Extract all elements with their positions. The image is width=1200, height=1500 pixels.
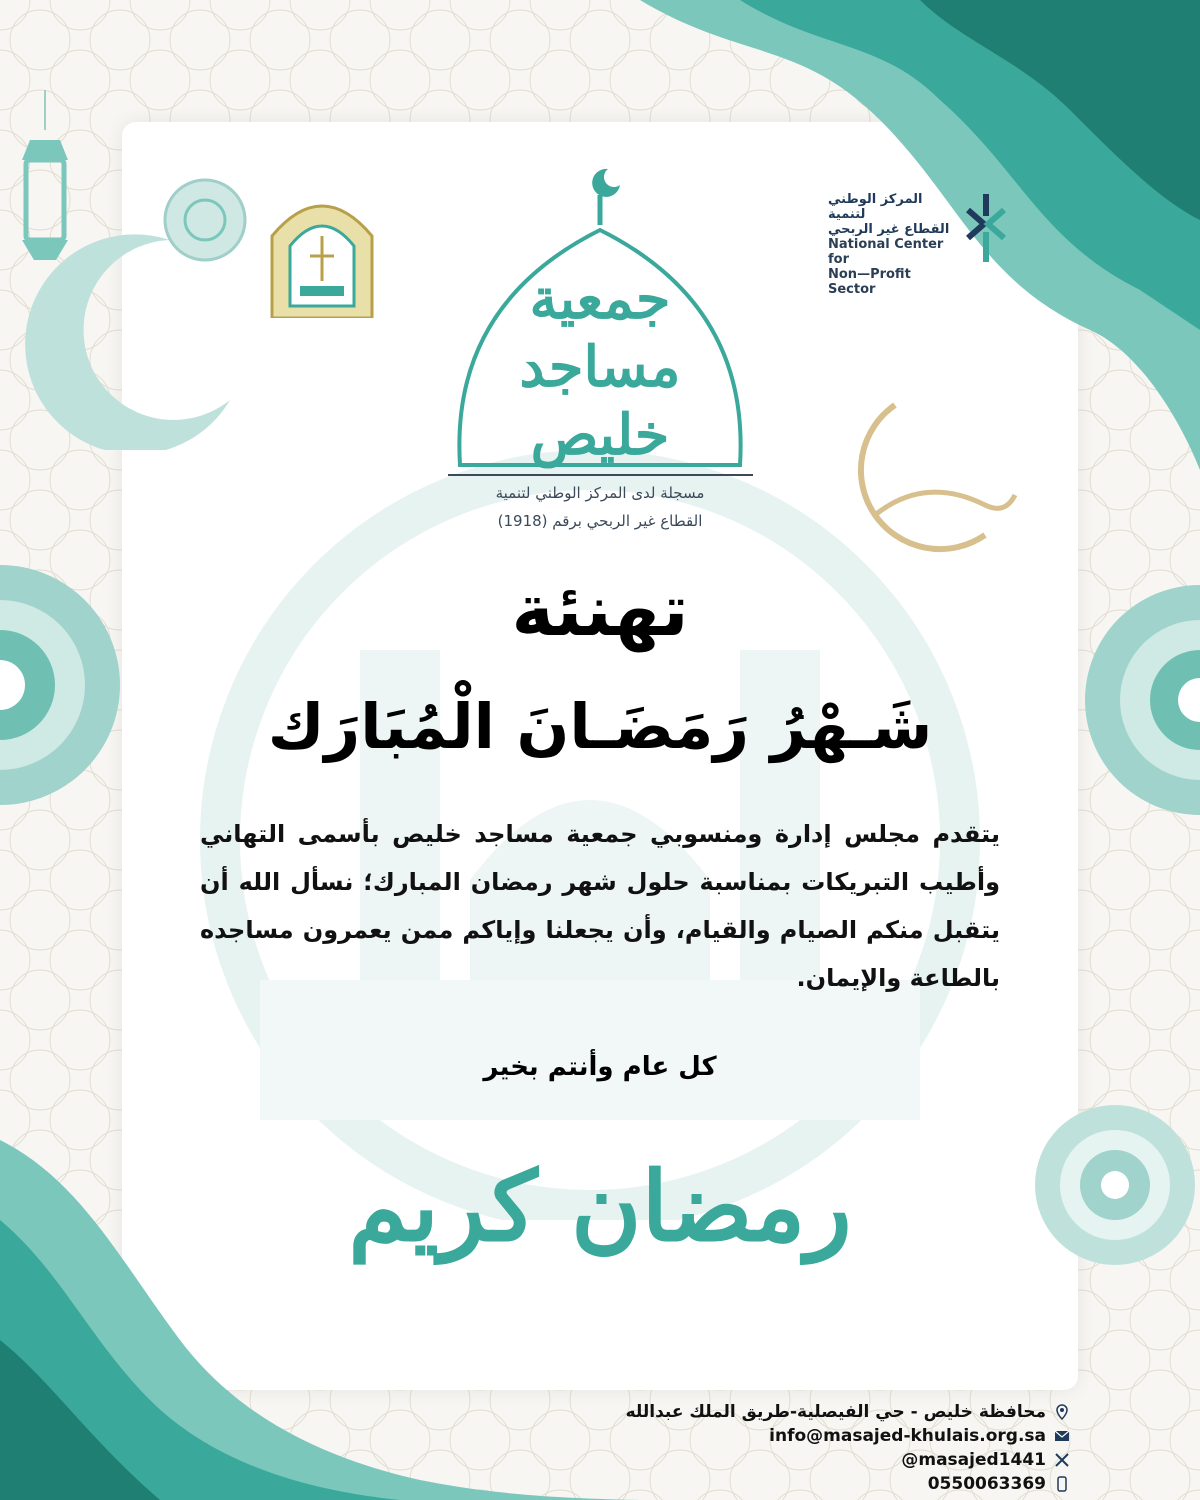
x-twitter-icon: [1054, 1452, 1070, 1468]
gold-ramadan-calligraphy-icon: [835, 385, 1025, 565]
message-body: يتقدم مجلس إدارة ومنسوبي جمعية مساجد خليص بأسمى التهاني وأطيب التبريكات بمناسبة حلول شهر رمضان المبارك؛ نسأل الله أن يتقبل منكم الصيام والقيام، وأن يجعلنا وإياكم ممن يعمرون مساجده بالطاعة والإيمان.: [200, 820, 1000, 992]
ornament-ball-icon: [160, 170, 250, 270]
closing-line: كل عام وأنتم بخير: [483, 1052, 717, 1082]
logo-divider: [448, 474, 753, 476]
contact-phone-row[interactable]: [560, 1472, 1070, 1496]
contact-block: [560, 1400, 1070, 1496]
contact-email-row[interactable]: [560, 1424, 1070, 1448]
contact-twitter[interactable]: @masajed1441: [901, 1450, 1046, 1470]
mandala-right-icon: [1070, 580, 1200, 820]
ramadan-kareem-calligraphy: رمضان كريم: [348, 1150, 852, 1263]
page-title: تهنئة: [511, 568, 689, 652]
ncnp-logo: [828, 190, 1028, 297]
mandala-left-icon: [0, 560, 130, 810]
ncnp-logo-text: [828, 192, 958, 297]
registration-line-1: مسجلة لدى المركز الوطني لتنمية: [495, 484, 705, 502]
contact-email[interactable]: info@masajed-khulais.org.sa: [769, 1426, 1046, 1446]
ncnp-english-line1: National Center for: [828, 237, 944, 267]
association-name-calligraphy: جمعية مساجد خليص: [519, 266, 681, 468]
ncnp-mark-icon: [958, 190, 1014, 266]
page-subtitle: شَـهْرُ رَمَضَـانَ الْمُبَارَك: [267, 690, 933, 763]
location-pin-icon: [1054, 1404, 1070, 1420]
contact-address-row: [560, 1400, 1070, 1424]
contact-twitter-row[interactable]: [560, 1448, 1070, 1472]
association-logo: [440, 155, 760, 475]
ncnp-arabic-line1: المركز الوطني لتنمية: [828, 192, 923, 222]
contact-address: محافظة خليص - حي الفيصلية-طريق الملك عبدالله: [625, 1402, 1046, 1422]
ncnp-arabic-line2: القطاع غير الربحي: [828, 222, 950, 237]
ministry-emblem-icon: [262, 186, 382, 318]
mobile-phone-icon: [1054, 1476, 1070, 1492]
email-icon: [1054, 1428, 1070, 1444]
registration-line-2: القطاع غير الربحي برقم (1918): [497, 512, 703, 530]
mandala-bottom-right-icon: [1025, 1095, 1200, 1275]
contact-phone[interactable]: 0550063369: [927, 1474, 1046, 1494]
ncnp-english-line2: Non—Profit Sector: [828, 267, 911, 297]
